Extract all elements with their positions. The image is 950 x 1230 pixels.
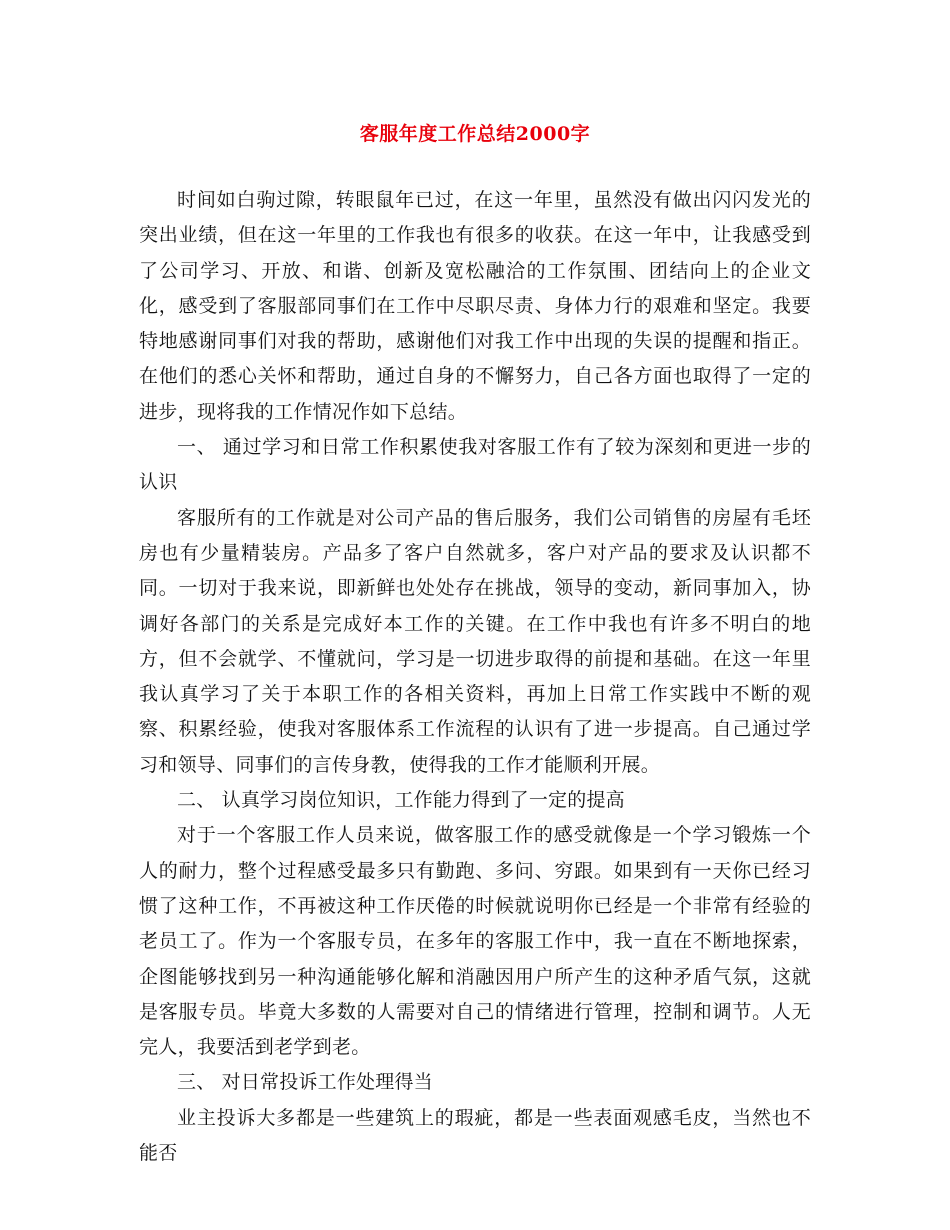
section-heading-1: 一、 通过学习和日常工作积累使我对客服工作有了较为深刻和更进一步的认识 [139,436,811,494]
section-2-paragraph: 对于一个客服工作人员来说，做客服工作的感受就像是一个学习锻炼一个人的耐力，整个过程感受最多只有勤跑、多问、穷跟。如果到有一天你已经习惯了这种工作，不再被这种工作厌倦的时候就说明你已经是一个非常有经验的老员工了。作为一个客服专员，在多年的客服工作中，我一直在不断地探索，企图能够找到另一种沟通能够化解和消融因用户所产生的这种矛盾气氛，这就是客服专员。毕竟大多数的人需要对自己的情绪进行管理，控制和调节。人无完人，我要活到老学到老。 [139,824,811,1059]
section-heading-2: 二、 认真学习岗位知识，工作能力得到了一定的提高 [177,789,625,812]
section-heading-3: 三、 对日常投诉工作处理得当 [177,1071,433,1094]
section-3-paragraph: 业主投诉大多都是一些建筑上的瑕疵，都是一些表面观感毛皮，当然也不能否 [139,1106,811,1165]
section-1-paragraph: 客服所有的工作就是对公司产品的售后服务，我们公司销售的房屋有毛坯房也有少量精装房。产品多了客户自然就多，客户对产品的要求及认识都不同。一切对于我来说，即新鲜也处处存在挑战，领导的变动，新同事加入，协调好各部门的关系是完成好本工作的关键。在工作中我也有许多不明白的地方，但不会就学、不懂就问，学习是一切进步取得的前提和基础。在这一年里我认真学习了关于本职工作的各相关资料，再加上日常工作实践中不断的观察、积累经验，使我对客服体系工作流程的认识有了进一步提高。自己通过学习和领导、同事们的言传身教，使得我的工作才能顺利开展。 [139,506,811,776]
document-title: 客服年度工作总结2000字 [359,123,591,145]
document-body [139,183,811,1171]
intro-paragraph: 时间如白驹过隙，转眼鼠年已过，在这一年里，虽然没有做出闪闪发光的突出业绩，但在这一年里的工作我也有很多的收获。在这一年中，让我感受到了公司学习、开放、和谐、创新及宽松融洽的工作氛围、团结向上的企业文化，感受到了客服部同事们在工作中尽职尽责、身体力行的艰难和坚定。我要特地感谢同事们对我的帮助，感谢他们对我工作中出现的失误的提醒和指正。在他们的悉心关怀和帮助，通过自身的不懈努力，自己各方面也取得了一定的进步，现将我的工作情况作如下总结。 [139,189,811,423]
